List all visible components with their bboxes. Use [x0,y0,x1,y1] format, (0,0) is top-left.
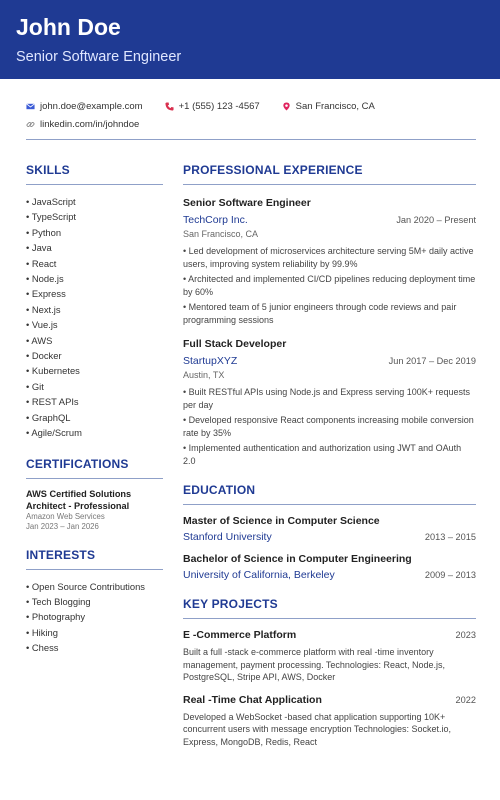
interest-item-text: Hiking [31,626,58,638]
link-icon [26,120,35,129]
skill-item-text: Docker [31,350,62,362]
bullet-dot: • [26,242,32,254]
job-bullet-text: Architected and implemented CI/CD pipelines reducing deployment time by 60% [183,274,476,297]
interests-section [26,548,163,656]
skills-list [26,194,163,441]
candidate-role: Senior Software Engineer [16,49,182,65]
job-bullet-text: Led development of microservices architecture serving 5M+ daily active users, improving system reliability by 99.9% [183,246,474,269]
skill-item-text: AWS [31,334,53,346]
skill-item [26,394,163,409]
right-column [183,163,476,748]
section-divider [183,504,476,505]
job-bullet-text: Mentored team of 5 junior engineers through code reviews and pair programming sessions [183,302,457,325]
skill-item-text: Java [31,242,52,254]
bullet-dot: • [26,365,32,377]
skill-item [26,425,163,440]
job-bullet [183,245,476,270]
bullet-dot: • [26,226,32,238]
job-entry [183,338,476,467]
phone-text: +1 (555) 123 -4567 [178,100,260,112]
projects-section [183,597,476,748]
contact-info [26,98,476,134]
education-years: 2009 – 2013 [424,570,476,580]
skill-item [26,363,163,378]
section-divider [183,184,476,185]
job-title: Full Stack Developer [183,338,287,350]
job-bullet [183,442,476,467]
resume-header [0,0,500,79]
bullet-dot: • [183,302,189,312]
location-text: San Francisco, CA [295,100,375,112]
interest-item-text: Tech Blogging [31,595,91,607]
certifications-section [26,457,163,532]
job-company-row [183,355,476,367]
job-entry [183,197,476,326]
skill-item-text: TypeScript [31,211,77,223]
project-description: Built a full -stack e-commerce platform with real -time inventory management, payment processing. Technologies: React, Node.js, PostgreSQL, Stripe API, AWS, Docker [183,647,445,682]
skill-item-text: Next.js [31,303,61,315]
bullet-dot: • [26,580,32,592]
email-icon [26,102,35,111]
contact-email[interactable] [26,101,143,112]
skill-item [26,240,163,255]
job-bullet [183,386,476,411]
skill-item-text: Node.js [31,273,64,285]
bullet-dot: • [26,196,32,207]
contact-phone[interactable] [165,101,260,112]
skill-item [26,302,163,317]
skill-item [26,271,163,286]
interest-item-text: Photography [31,611,86,623]
bullet-dot: • [26,595,32,607]
interest-item [26,579,163,594]
projects-heading: KEY PROJECTS [183,597,278,611]
degree-name: Master of Science in Computer Science [183,515,380,527]
job-bullets [183,245,476,326]
contact-divider [26,139,476,140]
education-years: 2013 – 2015 [424,532,476,542]
skill-item [26,286,163,301]
bullet-dot: • [26,396,32,408]
job-dates: Jan 2020 – Present [396,215,476,225]
bullet-dot: • [26,273,32,285]
project-year: 2022 [455,694,476,705]
job-company-row [183,214,476,226]
linkedin-text: linkedin.com/in/johndoe [40,118,140,130]
company-name: TechCorp Inc. [183,214,248,226]
skill-item [26,194,163,209]
bullet-dot: • [183,246,189,256]
skill-item [26,317,163,332]
education-section [183,483,476,581]
bullet-dot: • [26,380,32,392]
school-name: Stanford University [183,531,272,543]
skill-item-text: Git [31,380,44,392]
left-column [26,163,163,656]
skill-item-text: Python [31,226,62,238]
location-pin-icon [282,102,291,111]
bullet-dot: • [26,411,32,423]
school-name: University of California, Berkeley [183,569,335,581]
experience-section [183,163,476,467]
job-bullet-text: Implemented authentication and authorization using JWT and OAuth 2.0 [183,443,462,466]
bullet-dot: • [26,211,32,223]
interest-item [26,625,163,640]
job-location: San Francisco, CA [183,229,259,239]
interests-heading: INTERESTS [26,547,96,562]
company-name: StartupXYZ [183,355,238,367]
contact-location [282,101,375,112]
bullet-dot: • [26,642,32,654]
job-dates: Jun 2017 – Dec 2019 [388,356,476,366]
section-divider [183,618,476,619]
certification-issuer: Amazon Web Services [26,511,105,521]
job-title: Senior Software Engineer [183,197,311,209]
bullet-dot: • [183,443,189,453]
skill-item-text: REST APIs [31,396,79,408]
job-bullet [183,273,476,298]
certification-dates: Jan 2023 – Jan 2026 [26,521,99,531]
project-name: E -Commerce Platform [183,629,297,641]
project-description: Developed a WebSocket -based chat application supporting 10K+ concurrent users with message encryption Technologies: Socket.io, Express, MongoDB, Redis, React [183,711,451,747]
skills-section [26,163,163,441]
certifications-heading: CERTIFICATIONS [26,456,129,471]
project-header [183,629,476,641]
project-entry [183,694,476,749]
job-location: Austin, TX [183,370,225,380]
section-divider [26,184,163,185]
bullet-dot: • [26,350,32,362]
bullet-dot: • [26,626,32,638]
project-header [183,694,476,706]
job-bullet [183,301,476,326]
job-bullet-text: Developed responsive React components increasing mobile conversion rate by 35% [183,415,474,438]
project-entry [183,629,476,684]
education-list [183,515,476,581]
job-bullet [183,414,476,439]
job-bullet-text: Built RESTful APIs using Node.js and Express serving 100K+ requests per day [183,387,471,410]
skill-item-text: React [31,257,57,269]
project-name: Real -Time Chat Application [183,693,322,706]
skill-item-text: Express [31,288,66,300]
project-year: 2023 [455,630,476,640]
skill-item [26,225,163,240]
candidate-name: John Doe [16,14,121,40]
skill-item [26,209,163,224]
certification-name: AWS Certified Solutions Architect - Professional [26,488,132,511]
interest-item-text: Open Source Contributions [31,580,145,592]
skill-item [26,333,163,348]
bullet-dot: • [26,611,32,623]
degree-name: Bachelor of Science in Computer Engineering [183,553,412,565]
projects-list [183,629,476,748]
interest-item [26,640,163,655]
section-divider [26,569,163,570]
skill-item-text: GraphQL [31,411,71,423]
interests-list [26,579,163,656]
bullet-dot: • [26,257,32,269]
education-heading: EDUCATION [183,483,256,497]
bullet-dot: • [183,387,189,397]
bullet-dot: • [183,274,189,284]
interest-item [26,609,163,624]
skill-item-text: Kubernetes [31,365,80,377]
skill-item-text: Agile/Scrum [31,427,82,439]
bullet-dot: • [26,319,32,331]
skill-item [26,379,163,394]
skill-item [26,348,163,363]
education-entry [183,515,476,543]
skills-heading: SKILLS [26,163,70,177]
skill-item-text: JavaScript [31,196,76,207]
bullet-dot: • [26,427,32,439]
phone-icon [165,102,174,111]
section-divider [26,478,163,479]
experience-heading: PROFESSIONAL EXPERIENCE [183,163,363,177]
interest-item [26,594,163,609]
jobs-list [183,197,476,467]
interest-item-text: Chess [31,642,59,654]
job-bullets [183,386,476,467]
education-entry [183,553,476,581]
skill-item [26,410,163,425]
skill-item-text: Vue.js [31,319,58,331]
bullet-dot: • [26,303,32,315]
education-row [183,531,476,543]
education-row [183,569,476,581]
email-text: john.doe@example.com [40,100,143,112]
contact-linkedin[interactable] [26,119,139,130]
bullet-dot: • [183,415,189,425]
skill-item [26,256,163,271]
bullet-dot: • [26,288,32,300]
bullet-dot: • [26,334,32,346]
